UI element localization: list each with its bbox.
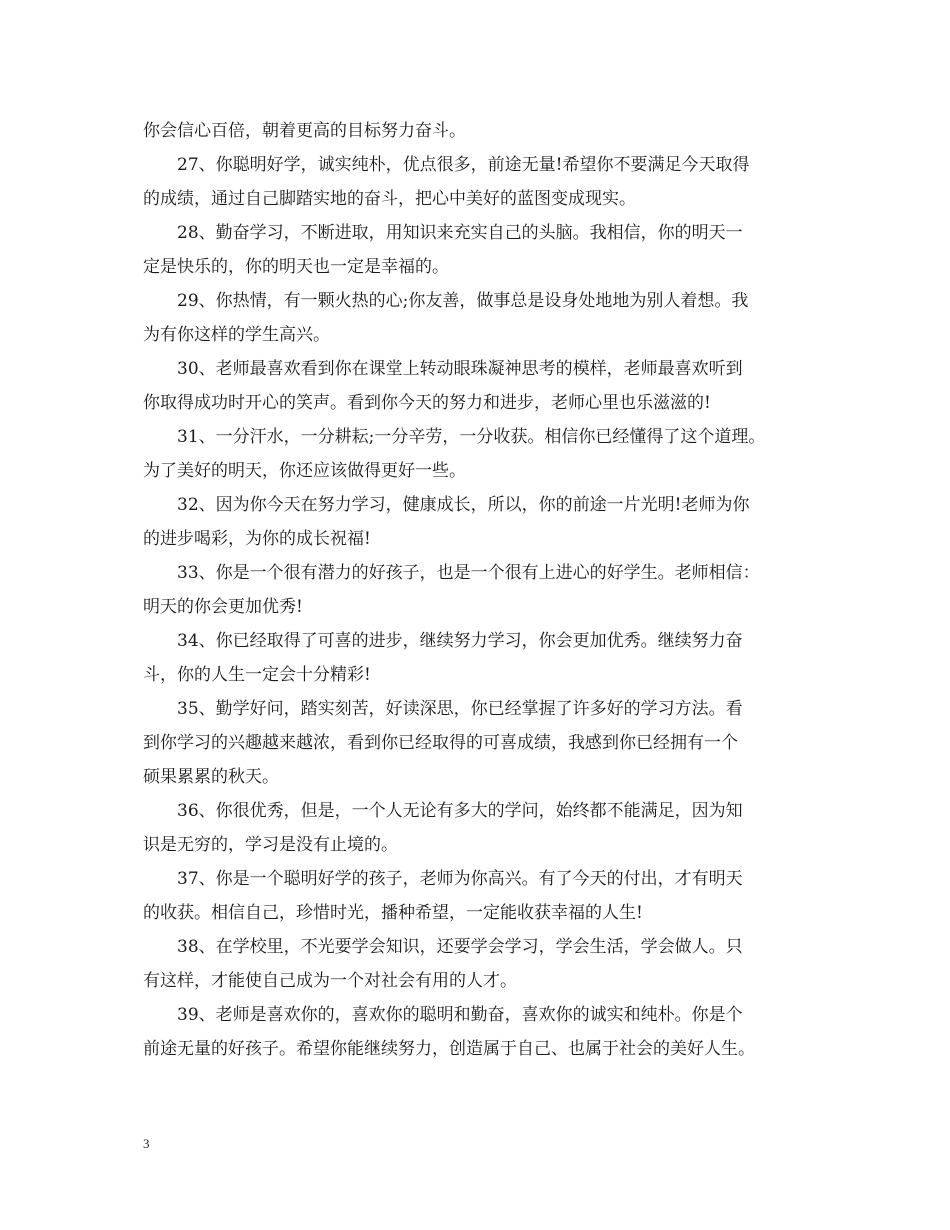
paragraph-line: 的收获。相信自己，珍惜时光，播种希望，一定能收获幸福的人生! — [143, 903, 643, 923]
paragraph-line: 为了美好的明天，你还应该做得更好一些。 — [143, 461, 466, 481]
paragraph-line: 38、在学校里，不光要学会知识，还要学会学习，学会生活，学会做人。只 — [177, 937, 743, 957]
paragraph-line: 29、你热情，有一颗火热的心;你友善，做事总是设身处地地为别人着想。我 — [177, 291, 749, 311]
paragraph-line: 定是快乐的，你的明天也一定是幸福的。 — [143, 257, 449, 277]
paragraph-line: 28、勤奋学习，不断进取，用知识来充实自己的头脑。我相信，你的明天一 — [177, 223, 743, 243]
paragraph-line: 的成绩，通过自己脚踏实地的奋斗，把心中美好的蓝图变成现实。 — [143, 189, 636, 209]
paragraph-line: 有这样，才能使自己成为一个对社会有用的人才。 — [143, 971, 517, 991]
paragraph-line: 36、你很优秀，但是，一个人无论有多大的学问，始终都不能满足，因为知 — [177, 801, 743, 821]
paragraph-line: 34、你已经取得了可喜的进步，继续努力学习，你会更加优秀。继续努力奋 — [177, 631, 743, 651]
paragraph-line: 前途无量的好孩子。希望你能继续努力，创造属于自己、也属于社会的美好人生。 — [143, 1039, 755, 1059]
paragraph-line: 33、你是一个很有潜力的好孩子，也是一个很有上进心的好学生。老师相信： — [177, 563, 760, 583]
paragraph — [143, 284, 811, 352]
paragraph — [143, 624, 811, 692]
paragraph — [143, 930, 811, 998]
paragraph-line: 你取得成功时开心的笑声。看到你今天的努力和进步，老师心里也乐滋滋的! — [143, 393, 711, 413]
paragraph-line: 你会信心百倍，朝着更高的目标努力奋斗。 — [143, 121, 466, 141]
paragraph-line: 斗，你的人生一定会十分精彩! — [143, 665, 371, 685]
paragraph-line: 39、老师是喜欢你的，喜欢你的聪明和勤奋，喜欢你的诚实和纯朴。你是个 — [177, 1005, 743, 1025]
paragraph — [143, 352, 811, 420]
paragraph — [143, 420, 811, 488]
paragraph-line: 为有你这样的学生高兴。 — [143, 325, 330, 345]
paragraph — [143, 148, 811, 216]
paragraph-line: 37、你是一个聪明好学的孩子，老师为你高兴。有了今天的付出，才有明天 — [177, 869, 743, 889]
paragraph-line: 识是无穷的，学习是没有止境的。 — [143, 835, 398, 855]
paragraph-line: 27、你聪明好学，诚实纯朴，优点很多，前途无量!希望你不要满足今天取得 — [177, 155, 750, 175]
paragraph-line: 35、勤学好问，踏实刻苦，好读深思，你已经掌握了许多好的学习方法。看 — [177, 699, 743, 719]
paragraph — [143, 488, 811, 556]
paragraph — [143, 862, 811, 930]
paragraph — [143, 794, 811, 862]
paragraph — [143, 692, 811, 794]
paragraph-line: 32、因为你今天在努力学习，健康成长，所以，你的前途一片光明!老师为你 — [177, 495, 750, 515]
paragraph-line: 30、老师最喜欢看到你在课堂上转动眼珠凝神思考的模样，老师最喜欢听到 — [177, 359, 743, 379]
text-body — [143, 114, 811, 1066]
paragraph — [143, 114, 811, 148]
paragraph-line: 硕果累累的秋天。 — [143, 767, 279, 787]
page-number: 3 — [143, 1136, 150, 1151]
paragraph — [143, 998, 811, 1066]
paragraph — [143, 216, 811, 284]
paragraph-line: 到你学习的兴趣越来越浓，看到你已经取得的可喜成绩，我感到你已经拥有一个 — [143, 733, 738, 753]
paragraph-line: 明天的你会更加优秀! — [143, 597, 303, 617]
paragraph — [143, 556, 811, 624]
paragraph-line: 的进步喝彩，为你的成长祝福! — [143, 529, 371, 549]
paragraph-line: 31、一分汗水，一分耕耘;一分辛劳，一分收获。相信你已经懂得了这个道理。 — [177, 427, 766, 447]
